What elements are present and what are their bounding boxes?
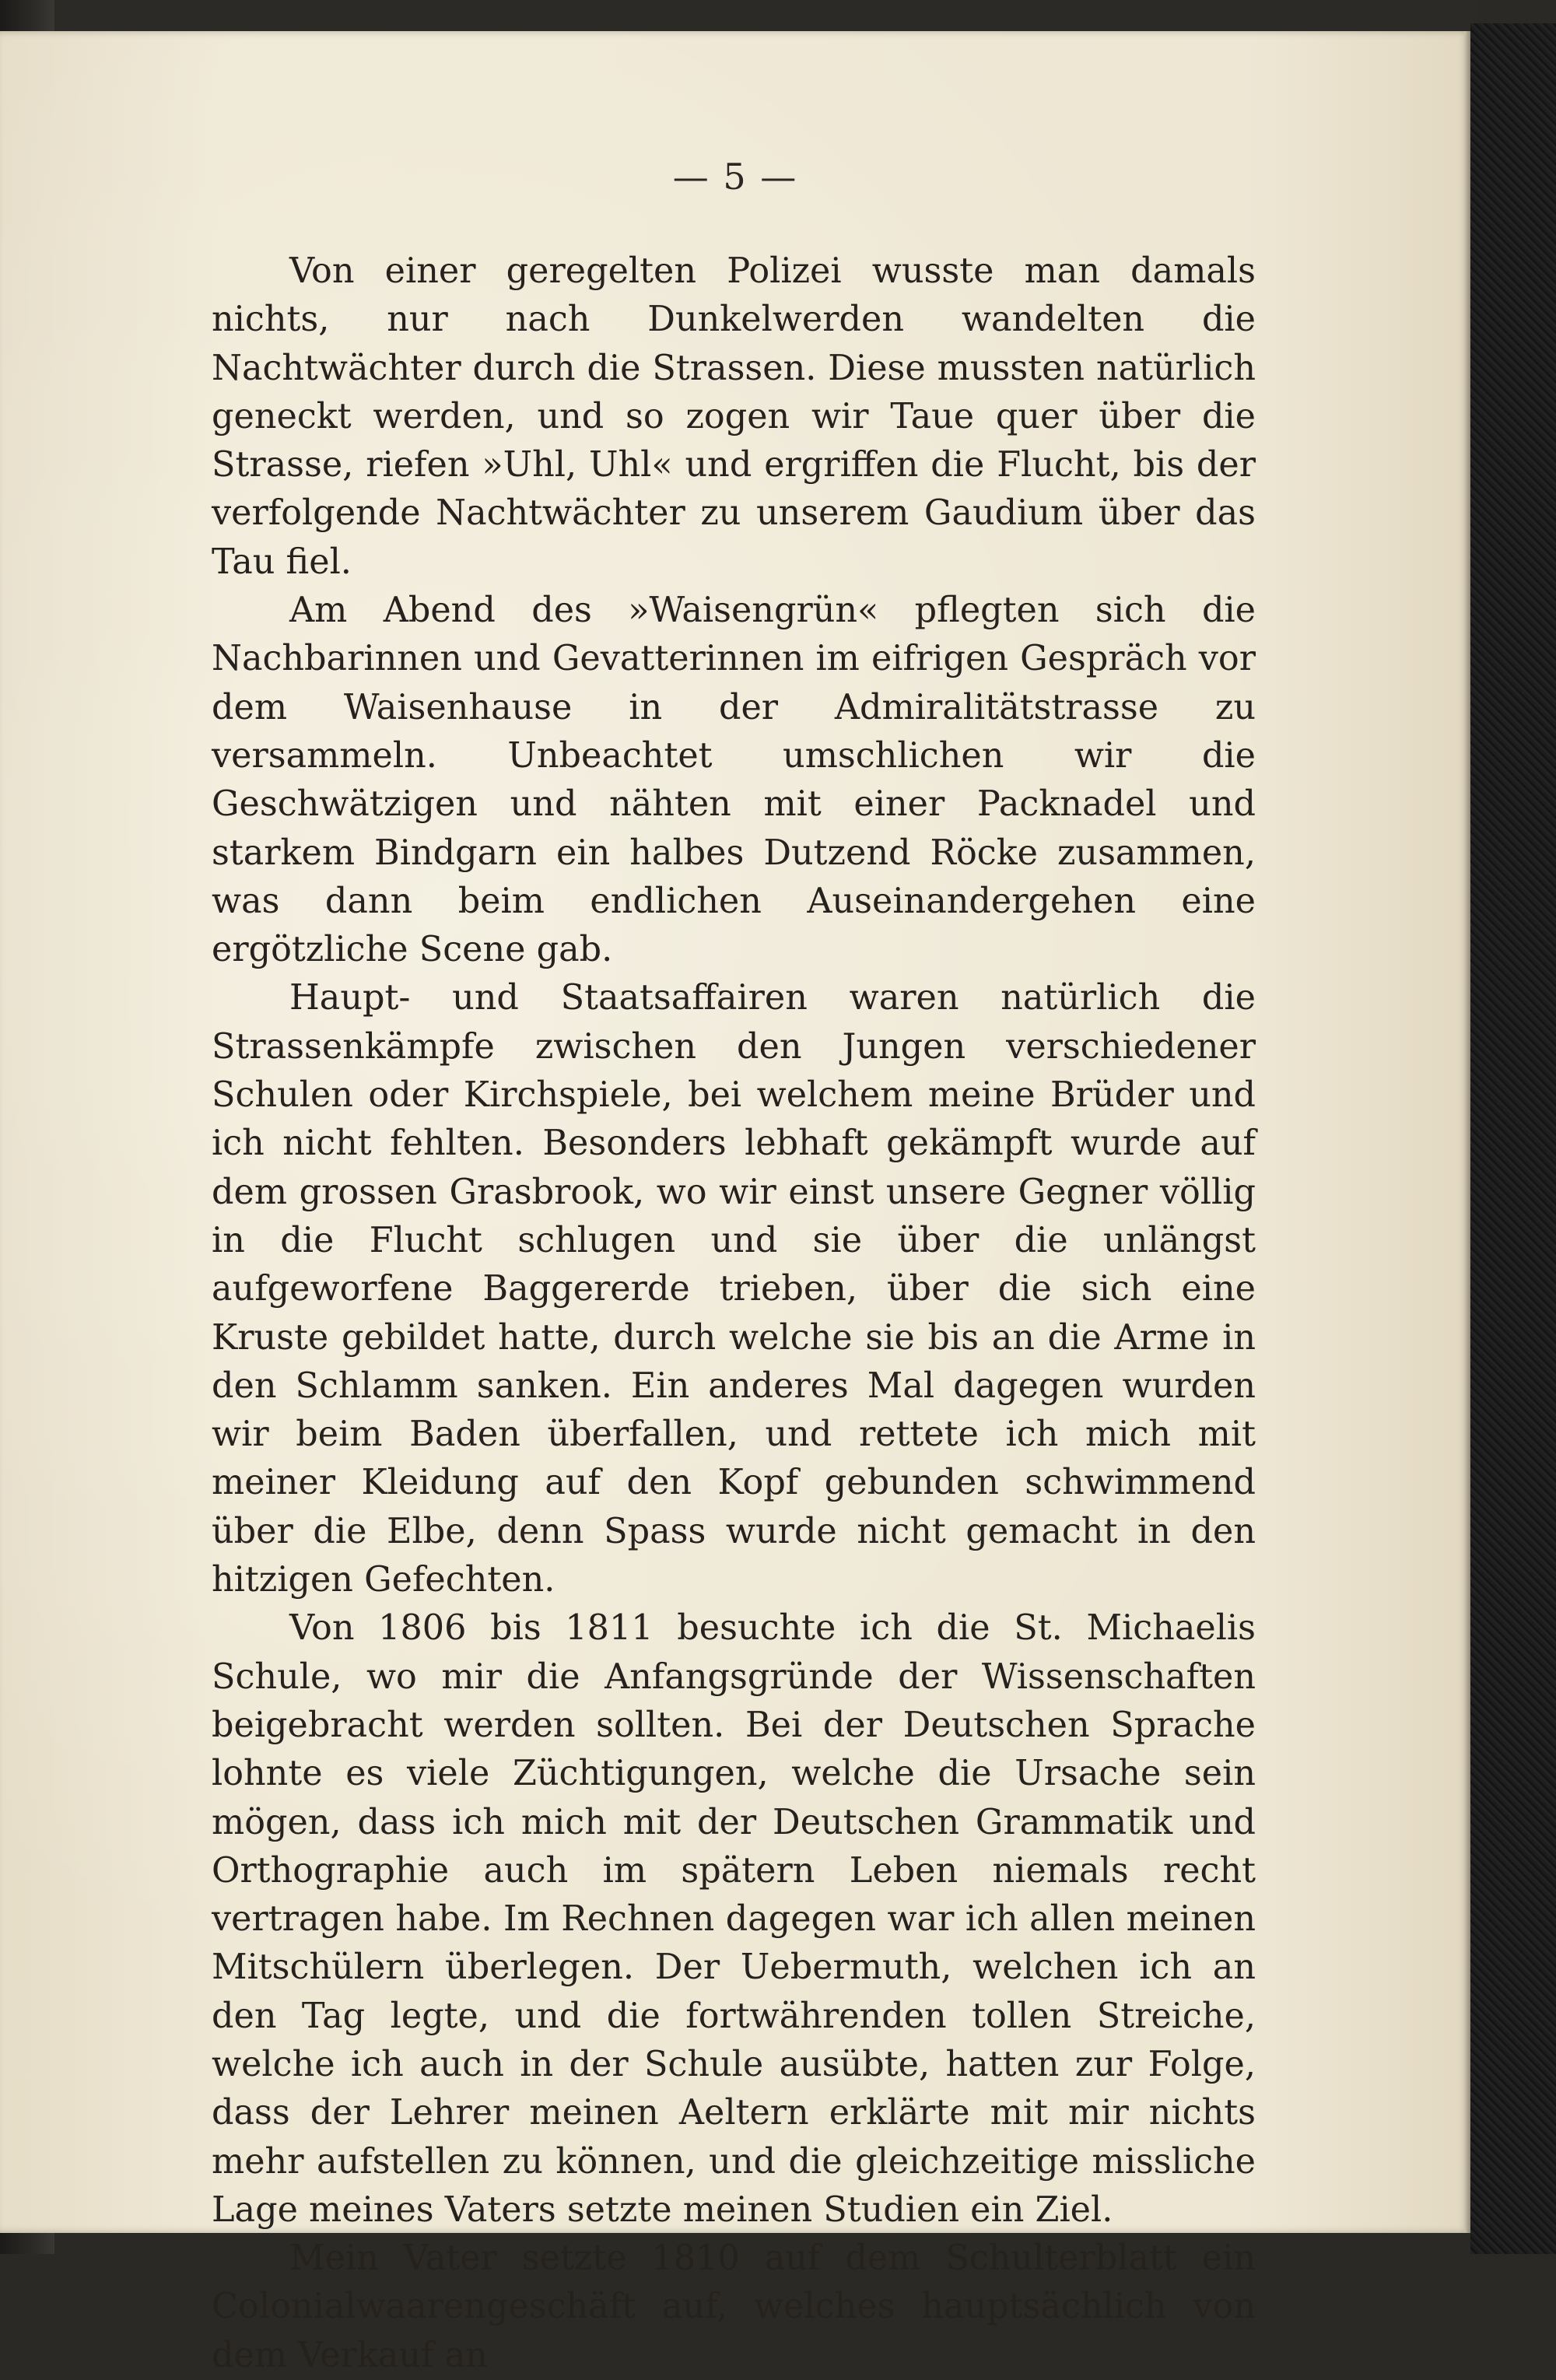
scan-top-edge: [54, 0, 1478, 33]
paragraph-4: Von 1806 bis 1811 besuchte ich die St. Michaelis Schule, wo mir die Anfangsgründe der Wissenschaften beigebracht werden sollten. Bei der Deutschen Sprache lohnte es viele Züchtigungen, welche die Ursache sein mögen, dass ich mich mit der Deutschen Grammatik und Orthographie auch im spätern Leben niemals recht vertragen habe. Im Rechnen dagegen war ich allen meinen Mitschülern überlegen. Der Uebermuth, welchen ich an den Tag legte, und die fortwährenden tollen Streiche, welche ich auch in der Schule ausübte, hatten zur Folge, dass der Lehrer meinen Aeltern erklärte mit mir nichts mehr aufstellen zu können, und die gleichzeitige missliche Lage meines Vaters setzte meinen Studien ein Ziel.: [212, 1608, 1256, 2230]
paragraph-3: Haupt- und Staatsaffairen waren natürlich die Strassenkämpfe zwischen den Jungen verschiedener Schulen oder Kirchspiele, bei welchem meine Brüder und ich nicht fehlten. Besonders lebhaft gekämpft wurde auf dem grossen Grasbrook, wo wir einst unsere Gegner völlig in die Flucht schlugen und sie über die unlängst aufgeworfene Baggererde trieben, über die sich eine Kruste gebildet hatte, durch welche sie bis an die Arme in den Schlamm sanken. Ein anderes Mal dagegen wurden wir beim Baden überfallen, und rettete ich mich mit meiner Kleidung auf den Kopf gebunden schwimmend über die Elbe, denn Spass wurde nicht gemacht in den hitzigen Gefechten.: [212, 978, 1256, 1600]
page-number: — 5 —: [672, 156, 798, 198]
paragraph-2: Am Abend des »Waisengrün« pflegten sich die Nachbarinnen und Gevatterinnen im eifrigen Gespräch vor dem Waisenhause in der Admiralitätstrasse zu versammeln. Unbeachtet umschlichen wir die Geschwätzigen und nähten mit einer Packnadel und starkem Bindgarn ein halbes Dutzend Röcke zusammen, was dann beim endlichen Auseinandergehen eine ergötzliche Scene gab.: [212, 591, 1256, 970]
book-cover-spine: [1470, 23, 1556, 2254]
body-text: [212, 247, 1256, 2380]
paragraph-1: Von einer geregelten Polizei wusste man damals nichts, nur nach Dunkelwerden wandelten die Nachtwächter durch die Strassen. Diese mussten natürlich geneckt werden, und so zogen wir Taue quer über die Strasse, riefen »Uhl, Uhl« und ergriffen die Flucht, bis der verfolgende Nachtwächter zu unserem Gaudium über das Tau fiel.: [212, 251, 1256, 582]
paragraph-5: Mein Vater setzte 1810 auf dem Schulterblatt ein Colonialwaarengeschäft auf, welches hauptsächlich von dem Verkauf an: [212, 2238, 1256, 2375]
